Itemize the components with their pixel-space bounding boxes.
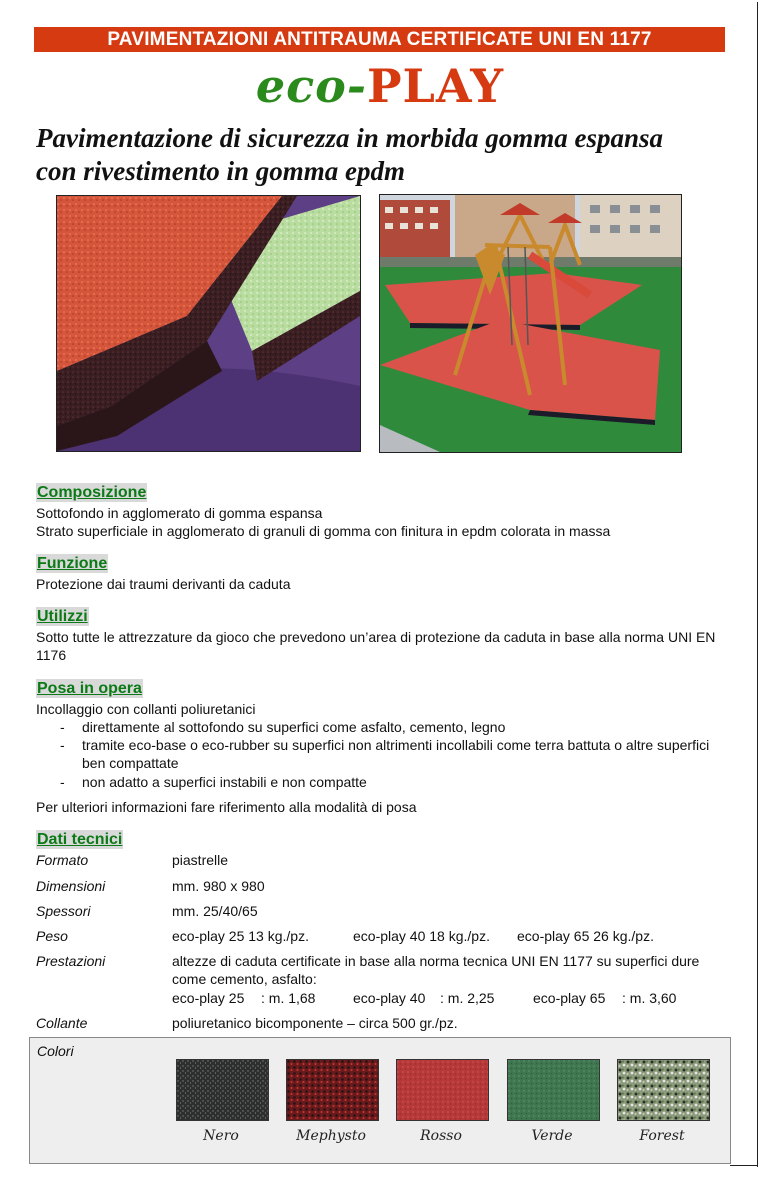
swatch-label-rosso: Rosso <box>420 1128 462 1144</box>
page-frame-bottom <box>730 1165 758 1166</box>
swatch-forest <box>617 1059 710 1121</box>
bullet-dash: - <box>60 737 65 753</box>
utilizzi-line-2: 1176 <box>36 647 67 663</box>
prestazioni-label: Prestazioni <box>36 953 106 969</box>
swatch-label-verde: Verde <box>531 1128 573 1144</box>
heading-dati-tecnici: Dati tecnici <box>37 831 123 848</box>
dimensioni-value: mm. 980 x 980 <box>172 878 265 894</box>
logo-play: PLAY <box>366 59 505 113</box>
collante-value: poliuretanico bicomponente – circa 500 gr./pz. <box>172 1015 458 1031</box>
formato-value: piastrelle <box>172 852 229 868</box>
prestazioni-65-value: : m. 3,60 <box>622 990 677 1006</box>
peso-label: Peso <box>36 928 68 944</box>
heading-posa-in-opera: Posa in opera <box>37 680 142 697</box>
prestazioni-65-name: eco-play 65 <box>533 990 606 1006</box>
subtitle-line-2: con rivestimento in gomma epdm <box>36 156 405 186</box>
colors-panel <box>29 1037 731 1164</box>
spessori-value: mm. 25/40/65 <box>172 903 258 919</box>
heading-funzione: Funzione <box>37 555 108 572</box>
swatch-label-nero: Nero <box>203 1128 239 1144</box>
spessori-label: Spessori <box>36 903 91 919</box>
prestazioni-40-value: : m. 2,25 <box>440 990 495 1006</box>
prestazioni-values <box>172 989 732 1007</box>
posa-intro: Incollaggio con collanti poliuretanici <box>36 701 256 717</box>
bullet-text: direttamente al sottofondo su superfici come asfalto, cemento, legno <box>82 719 506 735</box>
playground-photo <box>379 194 682 453</box>
dimensioni-label: Dimensioni <box>36 878 106 894</box>
collante-label: Collante <box>36 1015 88 1031</box>
swatch-nero <box>176 1059 269 1121</box>
bullet-dash: - <box>60 774 65 790</box>
peso-65: eco-play 65 26 kg./pz. <box>517 928 654 944</box>
colori-label: Colori <box>37 1043 74 1059</box>
page-subtitle <box>36 122 736 188</box>
subtitle-line-1: Pavimentazione di sicurezza in morbida gomma espansa <box>36 123 664 153</box>
formato-label: Formato <box>36 852 89 868</box>
swatch-verde <box>507 1059 600 1121</box>
bullet-text: tramite eco-base o eco-rubber su superfici non altrimenti incollabili come terra battuta o altre superfici ben compattate <box>82 737 710 771</box>
rubber-tiles-photo <box>56 195 361 452</box>
heading-utilizzi: Utilizzi <box>37 608 88 625</box>
page-frame-right <box>757 2 758 1167</box>
swatch-rosso <box>396 1059 489 1121</box>
composizione-line-2: Strato superficiale in agglomerato di granuli di gomma con finitura in epdm colorata in massa <box>36 523 611 539</box>
prestazioni-25-value: : m. 1,68 <box>261 990 316 1006</box>
swatch-mephysto <box>286 1059 379 1121</box>
brand-logo <box>0 58 760 114</box>
swatch-label-forest: Forest <box>639 1128 685 1144</box>
swatch-label-mephysto: Mephysto <box>296 1128 366 1144</box>
header-banner: PAVIMENTAZIONI ANTITRAUMA CERTIFICATE UNI EN 1177 <box>34 27 725 52</box>
prestazioni-text: altezze di caduta certificate in base alla norma tecnica UNI EN 1177 su superfici dure come cemento, asfalto: <box>172 953 700 987</box>
composizione-line-1: Sottofondo in agglomerato di gomma espansa <box>36 505 323 521</box>
bullet-dash: - <box>60 719 65 735</box>
funzione-line-1: Protezione dai traumi derivanti da caduta <box>36 576 291 592</box>
peso-40: eco-play 40 18 kg./pz. <box>353 928 490 944</box>
prestazioni-40-name: eco-play 40 <box>353 990 426 1006</box>
peso-values <box>172 927 732 945</box>
posa-note: Per ulteriori informazioni fare riferimento alla modalità di posa <box>36 799 417 815</box>
bullet-text: non adatto a superfici instabili e non compatte <box>82 774 367 790</box>
utilizzi-line-1: Sotto tutte le attrezzature da gioco che prevedono un’area di protezione da caduta in base alla norma UNI EN <box>36 629 716 645</box>
prestazioni-25-name: eco-play 25 <box>172 990 245 1006</box>
heading-composizione: Composizione <box>37 484 147 501</box>
logo-eco: eco- <box>255 59 367 113</box>
peso-25: eco-play 25 13 kg./pz. <box>172 928 309 944</box>
